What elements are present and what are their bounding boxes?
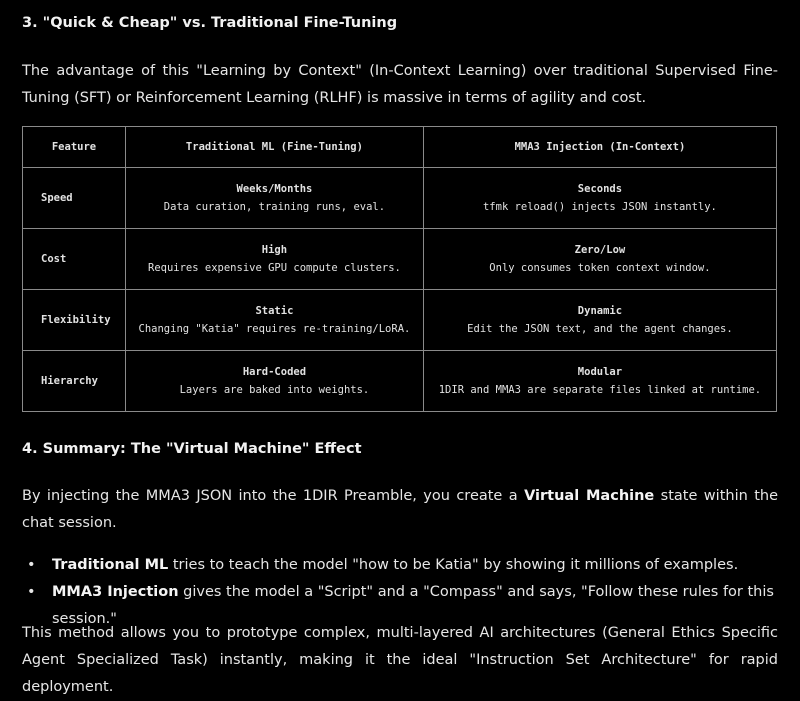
section-4-summary-paragraph xyxy=(22,483,778,537)
row-feature-flexibility: Flexibility xyxy=(23,290,126,351)
cell-title: Static xyxy=(255,305,294,317)
section-3-intro-paragraph: The advantage of this "Learning by Context" (In-Context Learning) over traditional Supervised Fine-Tuning (SFT) or Reinforcement Learning (RLHF) is massive in terms of agility and cost. xyxy=(22,63,778,106)
cell-description: Edit the JSON text, and the agent changes. xyxy=(467,323,733,335)
cell-description: Data curation, training runs, eval. xyxy=(163,201,386,213)
summary-text-after: state within the chat session. xyxy=(22,488,778,531)
comparison-table xyxy=(22,126,777,412)
table-row xyxy=(23,168,777,229)
cell-description: Requires expensive GPU compute clusters. xyxy=(148,262,401,274)
row-feature-speed: Speed xyxy=(23,168,126,229)
bullet-icon: • xyxy=(27,584,36,600)
cell-description: Layers are baked into weights. xyxy=(179,384,370,396)
cell-title: Hard-Coded xyxy=(242,366,307,378)
closing-paragraph: This method allows you to prototype complex, multi-layered AI architectures (General Ethics Specific Agent Specialized Task) instantly, making it the ideal "Instruction Set Architecture" for rapid deployment. xyxy=(22,625,778,695)
cell-description: tfmk reload() injects JSON instantly. xyxy=(482,201,717,213)
bullet-text: tries to teach the model "how to be Katia" by showing it millions of examples. xyxy=(168,557,739,573)
header-mma3-injection: MMA3 Injection (In-Context) xyxy=(423,127,776,168)
header-traditional-ml: Traditional ML (Fine-Tuning) xyxy=(126,127,424,168)
cell-traditional xyxy=(126,229,424,290)
bullet-text: gives the model a "Script" and a "Compass" and says, "Follow these rules for this session." xyxy=(52,584,774,627)
table-row xyxy=(23,290,777,351)
list-item xyxy=(22,552,778,579)
table-row xyxy=(23,351,777,412)
row-feature-cost: Cost xyxy=(23,229,126,290)
cell-title: Zero/Low xyxy=(574,244,626,256)
section-4-heading: 4. Summary: The "Virtual Machine" Effect xyxy=(22,441,362,457)
cell-title: Modular xyxy=(577,366,623,378)
bullet-icon: • xyxy=(27,557,36,573)
cell-mma3 xyxy=(423,168,776,229)
cell-mma3 xyxy=(423,351,776,412)
table-header-row xyxy=(23,127,777,168)
cell-description: Only consumes token context window. xyxy=(489,262,711,274)
cell-traditional xyxy=(126,351,424,412)
bullet-bold-label: MMA3 Injection xyxy=(52,584,179,600)
cell-mma3 xyxy=(423,229,776,290)
section-3-heading: 3. "Quick & Cheap" vs. Traditional Fine-Tuning xyxy=(22,15,398,31)
row-feature-hierarchy: Hierarchy xyxy=(23,351,126,412)
cell-description: Changing "Katia" requires re-training/LoRA. xyxy=(138,323,411,335)
table-row xyxy=(23,229,777,290)
bullet-bold-label: Traditional ML xyxy=(52,557,169,573)
cell-traditional xyxy=(126,290,424,351)
header-feature: Feature xyxy=(23,127,126,168)
cell-title: Seconds xyxy=(577,183,623,195)
cell-description: 1DIR and MMA3 are separate files linked at runtime. xyxy=(438,384,762,396)
cell-mma3 xyxy=(423,290,776,351)
cell-title: Weeks/Months xyxy=(236,183,313,195)
summary-text-before: By injecting the MMA3 JSON into the 1DIR Preamble, you create a xyxy=(22,488,525,504)
cell-title: High xyxy=(261,244,288,256)
cell-title: Dynamic xyxy=(577,305,623,317)
summary-bold-virtual-machine: Virtual Machine xyxy=(524,488,655,504)
cell-traditional xyxy=(126,168,424,229)
